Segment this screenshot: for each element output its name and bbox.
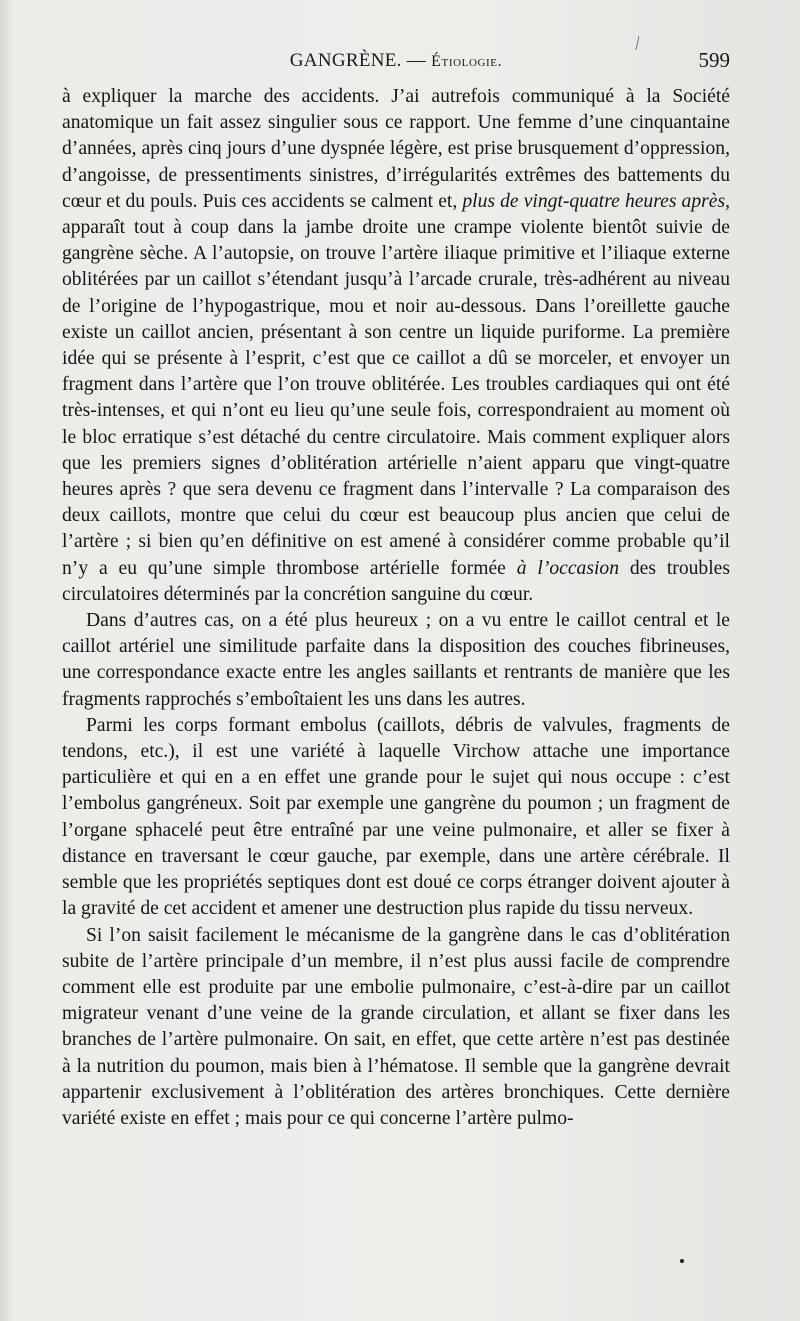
paragraph-1-part-b: , apparaît tout à coup dans la jambe droite une crampe violente bientôt suivie de gangrène sèche. A l’autopsie, on trouve l’artère iliaque primitive et l’iliaque externe oblitérées par un caillot s’étendant jusqu’à l’arcade crurale, très-adhérent au niveau de l’origine de l’hypogastrique, mou et noir au-dessous. Dans l’oreillette gauche existe un caillot ancien, présentant à son centre un liquide puriforme. La première idée qui se présente à l’esprit, c’est que ce caillot a dû se morceler, et envoyer un fragment dans l’artère que l’on trouve oblitérée. Les troubles cardiaques qui ont été très-intenses, et qui n’ont eu lieu qu’une seule fois, correspondraient au moment où le bloc erratique s’est détaché du centre circulatoire. Mais comment expliquer alors que les premiers signes d’oblitération artérielle n’aient apparu que vingt-quatre heures après ? que sera devenu ce fragment dans l’intervalle ? La comparaison des deux caillots, montre que celui du cœur est beaucoup plus ancien que celui de l’artère ; si bien qu’en définitive on est amené à considérer comme probable qu’il n’y a eu qu’une simple thrombose artérielle formée [62,190,730,579]
body-text [62,84,730,1132]
italic-phrase-1: plus de vingt-quatre heures après [462,190,726,212]
page-number: 599 [698,48,730,72]
italic-phrase-2: à l’occasion [516,557,620,579]
ink-dot [680,1259,684,1263]
running-title-section: Étiologie. [431,53,503,70]
paragraph-1-part-c: des troubles circulatoires déterminés par la concrétion sanguine du cœur. [62,557,730,605]
paragraph-4: Si l’on saisit facilement le mécanisme de la gangrène dans le cas d’oblitération subite de l’artère principale d’un membre, il n’est plus aussi facile de comprendre comment elle est produite par une embolie pulmonaire, c’est-à-dire par un caillot migrateur venant d’une veine de la grande circulation, et allant se fixer dans les branches de l’artère pulmonaire. On sait, en effet, que cette artère n’est pas destinée à la nutrition du poumon, mais bien à l’hématose. Il semble que la gangrène devrait appartenir exclusivement à l’oblitération des artères bronchiques. Cette dernière variété existe en effet ; mais pour ce qui concerne l’artère pulmo- [62,924,730,1129]
paragraph-3: Parmi les corps formant embolus (caillots, débris de valvules, fragments de tendons, etc.), il est une variété à laquelle Virchow attache une importance particulière et qui en a en effet une grande pour le sujet qui nous occupe : c’est l’embolus gangréneux. Soit par exemple une gangrène du poumon ; un fragment de l’organe sphacelé peut être entraîné par une veine pulmonaire, et aller se fixer à distance en traversant le cœur gauche, par exemple, dans une artère cérébrale. Il semble que les propriétés septiques dont est doué ce corps étranger doivent ajouter à la gravité de cet accident et amener une destruction plus rapide du tissu nerveux. [62,714,730,920]
paragraph-1 [62,84,730,608]
running-title [62,50,730,72]
paragraph-2: Dans d’autres cas, on a été plus heureux ; on a vu entre le caillot central et le caillot artériel une similitude parfaite dans la disposition des couches fibrineuses, une correspondance exacte entre les angles saillants et rentrants de manière que les fragments rapprochés s’emboîtaient les uns dans les autres. [62,610,730,710]
paragraph-1-part-a: à expliquer la marche des accidents. J’ai autrefois communiqué à la Société anatomique un fait assez singulier sous ce rapport. Une femme d’une cinquantaine d’années, après cinq jours d’une dyspnée légère, est prise brusquement d’oppression, d’angoisse, de pressentiments sinistres, d’irrégularités extrêmes des battements du cœur et du pouls. Puis ces accidents se calment et, [62,86,730,212]
running-header [62,48,730,78]
running-title-prefix: GANGRÈNE. — [289,50,432,71]
